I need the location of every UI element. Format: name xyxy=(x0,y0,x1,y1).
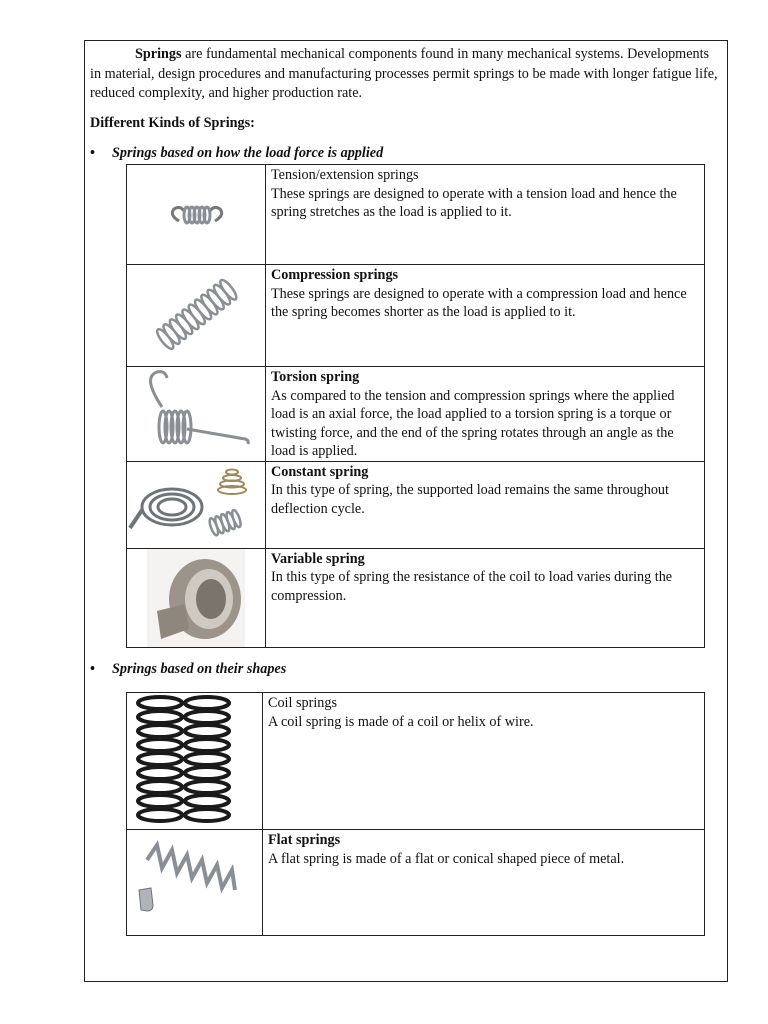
bullet-load-force xyxy=(90,145,383,162)
row-description: These springs are designed to operate with a tension load and hence the spring stretches as the load is applied to it. xyxy=(271,185,677,220)
flat-spring-image xyxy=(127,830,262,935)
text-cell xyxy=(266,461,705,548)
row-title: Compression springs xyxy=(271,267,399,283)
tension-spring-image xyxy=(127,165,265,264)
row-description: In this type of spring the resistance of the coil to load varies during the compression. xyxy=(271,569,673,604)
torsion-spring-image xyxy=(127,367,265,455)
image-cell xyxy=(127,165,266,265)
text-cell xyxy=(266,548,705,647)
table-row xyxy=(127,461,705,548)
table-row xyxy=(127,548,705,647)
row-description: A flat spring is made of a flat or conical shaped piece of metal. xyxy=(268,850,625,867)
variable-spring-image xyxy=(127,549,265,647)
section-heading: Different Kinds of Springs: xyxy=(90,115,255,131)
table-row xyxy=(127,165,705,265)
text-cell xyxy=(263,693,705,830)
intro-lead: Springs xyxy=(135,46,182,62)
bullet-label: Springs based on their shapes xyxy=(112,661,287,677)
image-cell xyxy=(127,830,263,936)
constant-spring-image xyxy=(127,462,265,548)
row-description: A coil spring is made of a coil or helix of wire. xyxy=(268,713,534,730)
load-springs-table xyxy=(126,164,705,648)
text-cell xyxy=(266,265,705,367)
image-cell xyxy=(127,367,266,462)
compression-spring-image xyxy=(127,265,265,366)
row-title: Torsion spring xyxy=(271,369,360,385)
row-title: Tension/extension springs xyxy=(271,167,419,183)
row-title: Variable spring xyxy=(271,550,365,567)
text-cell xyxy=(263,830,705,936)
bullet-label: Springs based on how the load force is applied xyxy=(112,145,384,161)
row-title: Constant spring xyxy=(271,463,369,480)
row-title: Flat springs xyxy=(268,832,341,848)
row-description: These springs are designed to operate with a compression load and hence the spring becomes shorter as the load is applied to it. xyxy=(271,285,687,320)
coil-spring-image xyxy=(127,693,262,829)
table-row xyxy=(127,367,705,462)
bullet-dot: • xyxy=(90,145,95,161)
table-row xyxy=(127,265,705,367)
intro-text: are fundamental mechanical components found in many mechanical systems. Developments in material, design procedures and manufacturing processes permit springs to be made with longer fatigue life, reduced complexity, and higher production rate. xyxy=(90,46,718,101)
row-title: Coil springs xyxy=(268,695,337,711)
bullet-shapes xyxy=(90,661,286,678)
table-row xyxy=(127,830,705,936)
text-cell xyxy=(266,367,705,462)
image-cell xyxy=(127,693,263,830)
image-cell xyxy=(127,461,266,548)
table-row xyxy=(127,693,705,830)
shape-springs-table xyxy=(126,692,705,936)
image-cell xyxy=(127,548,266,647)
row-description: As compared to the tension and compression springs where the applied load is an axial force, the load applied to a torsion spring is a torque or twisting force, and the end of the spring rotates through an angle as the load is applied. xyxy=(271,387,675,459)
intro-paragraph xyxy=(90,45,720,104)
text-cell xyxy=(266,165,705,265)
row-description: In this type of spring, the supported load remains the same throughout deflection cycle. xyxy=(271,482,669,517)
image-cell xyxy=(127,265,266,367)
bullet-dot: • xyxy=(90,661,95,677)
